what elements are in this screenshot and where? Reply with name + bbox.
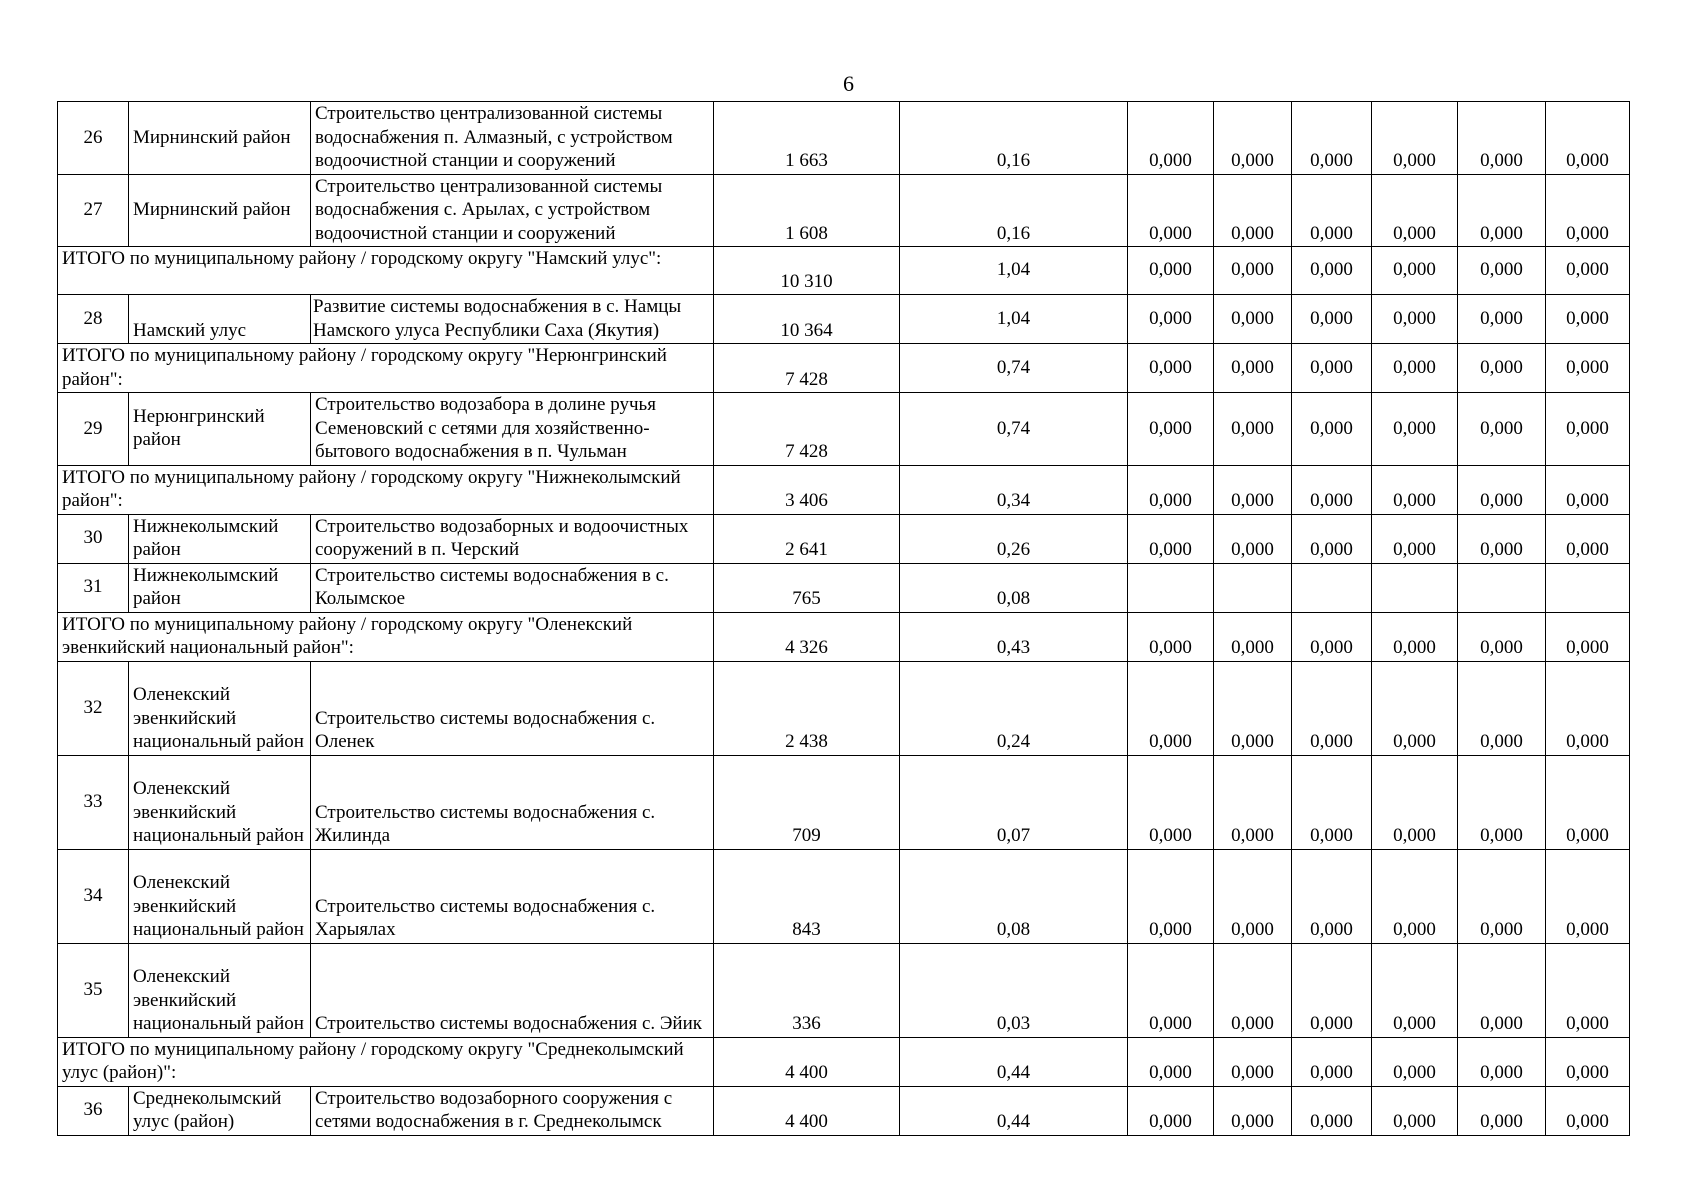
district-cell: Нерюнгринский район <box>129 393 311 466</box>
value-cell: 0,000 <box>1292 849 1372 943</box>
value-cell: 0,000 <box>1372 1086 1458 1135</box>
row-number: 30 <box>58 514 129 563</box>
table-row <box>58 943 1630 1037</box>
value-cell: 0,000 <box>1128 174 1214 247</box>
description-cell: Строительство системы водоснабжения в с. Колымское <box>311 563 714 612</box>
row-number: 35 <box>58 943 129 1037</box>
value-cell: 0,000 <box>1546 1037 1630 1086</box>
value-cell: 0,000 <box>1128 295 1214 344</box>
district-cell: Нижнеколымский район <box>129 563 311 612</box>
value-cell: 0,000 <box>1372 943 1458 1037</box>
page-number: 6 <box>843 71 854 96</box>
value-cell: 0,000 <box>1128 943 1214 1037</box>
district-cell: Мирнинский район <box>129 102 311 175</box>
value-cell: 0,000 <box>1458 755 1546 849</box>
row-number: 34 <box>58 849 129 943</box>
subtotal-label: ИТОГО по муниципальному району / городскому округу "Нерюнгринский район": <box>58 344 714 393</box>
value-cell: 0,000 <box>1372 465 1458 514</box>
value-cell: 0,000 <box>1214 247 1292 295</box>
subtotal-row <box>58 1037 1630 1086</box>
cost-cell: 7 428 <box>714 344 900 393</box>
share-cell: 0,24 <box>900 661 1128 755</box>
value-cell: 0,000 <box>1214 943 1292 1037</box>
value-cell: 0,000 <box>1128 849 1214 943</box>
value-cell: 0,000 <box>1372 247 1458 295</box>
table-row <box>58 661 1630 755</box>
share-cell: 0,16 <box>900 102 1128 175</box>
table-row <box>58 514 1630 563</box>
value-cell: 0,000 <box>1546 612 1630 661</box>
value-cell: 0,000 <box>1292 393 1372 466</box>
cost-cell: 336 <box>714 943 900 1037</box>
share-cell: 1,04 <box>900 247 1128 295</box>
district-cell: Оленекский эвенкийский национальный район <box>129 849 311 943</box>
share-cell: 0,44 <box>900 1086 1128 1135</box>
value-cell: 0,000 <box>1214 295 1292 344</box>
cost-cell: 709 <box>714 755 900 849</box>
value-cell: 0,000 <box>1458 661 1546 755</box>
cost-cell: 10 310 <box>714 247 900 295</box>
cost-cell: 4 400 <box>714 1037 900 1086</box>
subtotal-row <box>58 465 1630 514</box>
description-cell: Строительство водозаборного сооружения с сетями водоснабжения в г. Среднеколымск <box>311 1086 714 1135</box>
value-cell: 0,000 <box>1128 393 1214 466</box>
value-cell: 0,000 <box>1214 514 1292 563</box>
value-cell: 0,000 <box>1372 514 1458 563</box>
value-cell: 0,000 <box>1128 661 1214 755</box>
value-cell: 0,000 <box>1214 1086 1292 1135</box>
value-cell: 0,000 <box>1292 344 1372 393</box>
share-cell: 0,34 <box>900 465 1128 514</box>
value-cell: 0,000 <box>1546 465 1630 514</box>
value-cell: 0,000 <box>1292 295 1372 344</box>
row-number: 27 <box>58 174 129 247</box>
value-cell: 0,000 <box>1458 465 1546 514</box>
value-cell: 0,000 <box>1292 1086 1372 1135</box>
row-number: 33 <box>58 755 129 849</box>
value-cell: 0,000 <box>1458 943 1546 1037</box>
table-row <box>58 563 1630 612</box>
value-cell: 0,000 <box>1292 1037 1372 1086</box>
value-cell: 0,000 <box>1128 465 1214 514</box>
value-cell: 0,000 <box>1458 393 1546 466</box>
value-cell: 0,000 <box>1292 247 1372 295</box>
value-cell: 0,000 <box>1214 755 1292 849</box>
value-cell: 0,000 <box>1458 247 1546 295</box>
value-cell: 0,000 <box>1128 1037 1214 1086</box>
subtotal-row <box>58 247 1630 295</box>
value-cell: 0,000 <box>1546 393 1630 466</box>
value-cell: 0,000 <box>1372 174 1458 247</box>
value-cell: 0,000 <box>1214 849 1292 943</box>
value-cell: 0,000 <box>1372 755 1458 849</box>
table-row <box>58 174 1630 247</box>
description-cell: Строительство системы водоснабжения с. Харыялах <box>311 849 714 943</box>
value-cell: 0,000 <box>1214 393 1292 466</box>
value-cell: 0,000 <box>1292 661 1372 755</box>
cost-cell: 2 438 <box>714 661 900 755</box>
share-cell: 0,74 <box>900 393 1128 466</box>
value-cell <box>1292 563 1372 612</box>
value-cell: 0,000 <box>1458 295 1546 344</box>
value-cell: 0,000 <box>1372 661 1458 755</box>
share-cell: 0,03 <box>900 943 1128 1037</box>
value-cell: 0,000 <box>1128 102 1214 175</box>
description-cell: Строительство централизованной системы водоснабжения п. Алмазный, с устройством водоочистной станции и сооружений <box>311 102 714 175</box>
value-cell: 0,000 <box>1292 465 1372 514</box>
cost-cell: 3 406 <box>714 465 900 514</box>
value-cell: 0,000 <box>1546 514 1630 563</box>
district-cell: Среднеколымский улус (район) <box>129 1086 311 1135</box>
value-cell <box>1458 563 1546 612</box>
district-cell: Нижнеколымский район <box>129 514 311 563</box>
program-table <box>57 101 1630 1136</box>
value-cell <box>1128 563 1214 612</box>
value-cell: 0,000 <box>1214 661 1292 755</box>
cost-cell: 1 608 <box>714 174 900 247</box>
value-cell: 0,000 <box>1372 344 1458 393</box>
value-cell: 0,000 <box>1458 514 1546 563</box>
value-cell: 0,000 <box>1372 849 1458 943</box>
description-cell: Развитие системы водоснабжения в с. Намцы Намского улуса Республики Саха (Якутия) <box>311 295 714 344</box>
value-cell: 0,000 <box>1372 612 1458 661</box>
value-cell: 0,000 <box>1128 612 1214 661</box>
cost-cell: 7 428 <box>714 393 900 466</box>
value-cell: 0,000 <box>1546 344 1630 393</box>
share-cell: 0,74 <box>900 344 1128 393</box>
value-cell: 0,000 <box>1546 247 1630 295</box>
value-cell: 0,000 <box>1214 1037 1292 1086</box>
value-cell: 0,000 <box>1128 755 1214 849</box>
cost-cell: 4 326 <box>714 612 900 661</box>
value-cell: 0,000 <box>1546 755 1630 849</box>
cost-cell: 2 641 <box>714 514 900 563</box>
table-row <box>58 1086 1630 1135</box>
value-cell <box>1372 563 1458 612</box>
value-cell: 0,000 <box>1214 174 1292 247</box>
cost-cell: 4 400 <box>714 1086 900 1135</box>
value-cell: 0,000 <box>1214 612 1292 661</box>
value-cell: 0,000 <box>1214 102 1292 175</box>
description-cell: Строительство системы водоснабжения с. Оленек <box>311 661 714 755</box>
value-cell: 0,000 <box>1372 1037 1458 1086</box>
subtotal-label: ИТОГО по муниципальному району / городскому округу "Оленекский эвенкийский национальный район": <box>58 612 714 661</box>
value-cell: 0,000 <box>1458 1086 1546 1135</box>
value-cell: 0,000 <box>1214 344 1292 393</box>
district-cell: Мирнинский район <box>129 174 311 247</box>
cost-cell: 10 364 <box>714 295 900 344</box>
share-cell: 0,07 <box>900 755 1128 849</box>
value-cell: 0,000 <box>1292 612 1372 661</box>
value-cell <box>1546 563 1630 612</box>
value-cell: 0,000 <box>1372 393 1458 466</box>
value-cell: 0,000 <box>1546 943 1630 1037</box>
row-number: 32 <box>58 661 129 755</box>
row-number: 31 <box>58 563 129 612</box>
value-cell: 0,000 <box>1292 174 1372 247</box>
district-cell: Оленекский эвенкийский национальный район <box>129 943 311 1037</box>
value-cell: 0,000 <box>1458 1037 1546 1086</box>
value-cell: 0,000 <box>1128 344 1214 393</box>
value-cell: 0,000 <box>1372 102 1458 175</box>
value-cell: 0,000 <box>1546 102 1630 175</box>
table-row <box>58 393 1630 466</box>
subtotal-label: ИТОГО по муниципальному району / городскому округу "Намский улус": <box>58 247 714 295</box>
district-cell: Оленекский эвенкийский национальный район <box>129 661 311 755</box>
description-cell: Строительство системы водоснабжения с. Жилинда <box>311 755 714 849</box>
subtotal-label: ИТОГО по муниципальному району / городскому округу "Среднеколымский улус (район)": <box>58 1037 714 1086</box>
value-cell: 0,000 <box>1128 1086 1214 1135</box>
value-cell: 0,000 <box>1128 247 1214 295</box>
value-cell: 0,000 <box>1458 344 1546 393</box>
value-cell: 0,000 <box>1458 849 1546 943</box>
description-cell: Строительство системы водоснабжения с. Эйик <box>311 943 714 1037</box>
description-cell: Строительство водозаборных и водоочистных сооружений в п. Черский <box>311 514 714 563</box>
table-row <box>58 102 1630 175</box>
value-cell: 0,000 <box>1546 174 1630 247</box>
share-cell: 1,04 <box>900 295 1128 344</box>
value-cell <box>1214 563 1292 612</box>
row-number: 36 <box>58 1086 129 1135</box>
value-cell: 0,000 <box>1372 295 1458 344</box>
subtotal-row <box>58 344 1630 393</box>
subtotal-label: ИТОГО по муниципальному району / городскому округу "Нижнеколымский район": <box>58 465 714 514</box>
value-cell: 0,000 <box>1458 174 1546 247</box>
share-cell: 0,08 <box>900 849 1128 943</box>
value-cell: 0,000 <box>1546 1086 1630 1135</box>
table-row <box>58 295 1630 344</box>
table-row <box>58 849 1630 943</box>
value-cell: 0,000 <box>1292 102 1372 175</box>
value-cell: 0,000 <box>1546 661 1630 755</box>
cost-cell: 843 <box>714 849 900 943</box>
row-number: 26 <box>58 102 129 175</box>
value-cell: 0,000 <box>1292 755 1372 849</box>
value-cell: 0,000 <box>1292 514 1372 563</box>
district-cell: Намский улус <box>129 295 311 344</box>
value-cell: 0,000 <box>1458 102 1546 175</box>
share-cell: 0,26 <box>900 514 1128 563</box>
value-cell: 0,000 <box>1546 295 1630 344</box>
value-cell: 0,000 <box>1214 465 1292 514</box>
share-cell: 0,08 <box>900 563 1128 612</box>
description-cell: Строительство водозабора в долине ручья Семеновский с сетями для хозяйственно-бытового водоснабжения в п. Чульман <box>311 393 714 466</box>
value-cell: 0,000 <box>1292 943 1372 1037</box>
value-cell: 0,000 <box>1546 849 1630 943</box>
cost-cell: 765 <box>714 563 900 612</box>
share-cell: 0,43 <box>900 612 1128 661</box>
table-row <box>58 755 1630 849</box>
share-cell: 0,16 <box>900 174 1128 247</box>
subtotal-row <box>58 612 1630 661</box>
value-cell: 0,000 <box>1128 514 1214 563</box>
value-cell: 0,000 <box>1458 612 1546 661</box>
district-cell: Оленекский эвенкийский национальный район <box>129 755 311 849</box>
share-cell: 0,44 <box>900 1037 1128 1086</box>
cost-cell: 1 663 <box>714 102 900 175</box>
description-cell: Строительство централизованной системы водоснабжения с. Арылах, с устройством водоочистной станции и сооружений <box>311 174 714 247</box>
row-number: 29 <box>58 393 129 466</box>
row-number: 28 <box>58 295 129 344</box>
